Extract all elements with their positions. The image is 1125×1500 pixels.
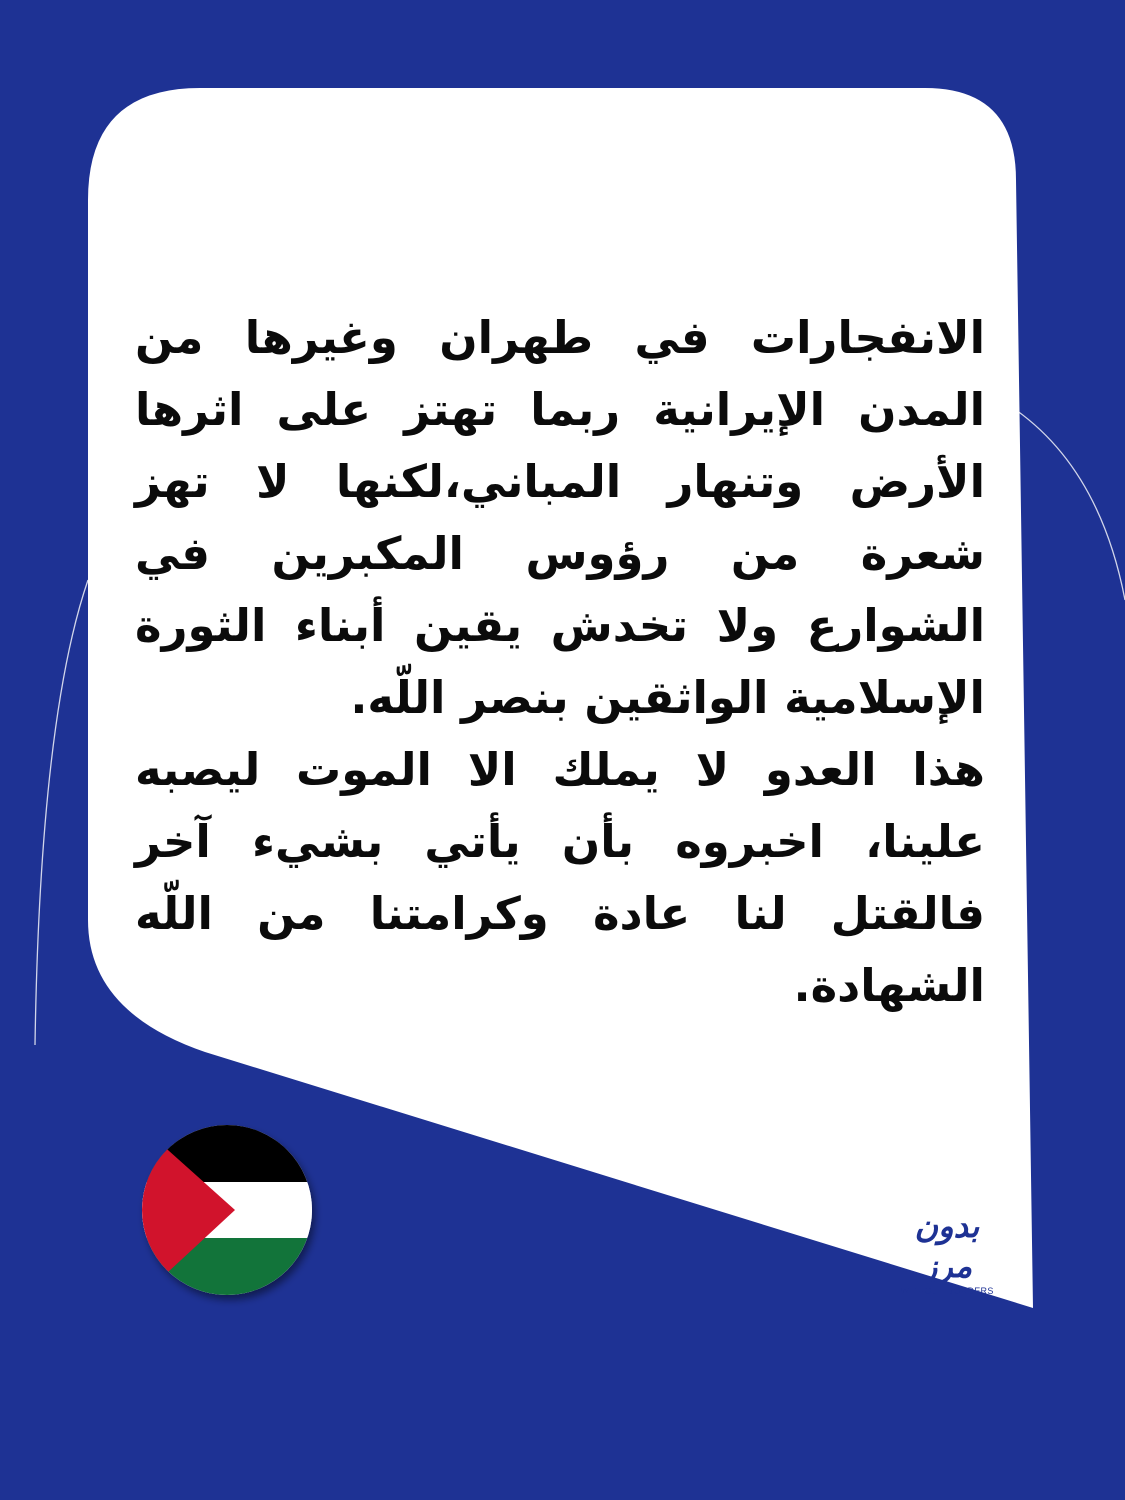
logo-mark: بدون مرز bbox=[914, 1207, 980, 1285]
brand-logo bbox=[892, 1206, 1002, 1296]
decorative-curve-right bbox=[1016, 410, 1125, 600]
quote-paragraph-1: الانفجارات في طهران وغيرها من المدن الإيرانية ربما تهتز على اثرها الأرض وتنهار المباني،لكنها لا تهز شعرة من رؤوس المكبرين في الشوارع ولا تخدش يقين أبناء الثورة الإسلامية الواثقين بنصر اللّه. bbox=[135, 311, 985, 724]
quote-text bbox=[135, 302, 985, 1022]
palestine-flag-icon bbox=[140, 1125, 315, 1298]
quote-paragraph-2: هذا العدو لا يملك الا الموت ليصبه علينا، اخبروه بأن يأتي بشيء آخر فالقتل لنا عادة وكرامتنا من اللّه الشهادة. bbox=[135, 743, 985, 1012]
logo-subtitle: WITHOUT BORDERS bbox=[900, 1286, 994, 1296]
decorative-curve-left bbox=[35, 580, 88, 1045]
